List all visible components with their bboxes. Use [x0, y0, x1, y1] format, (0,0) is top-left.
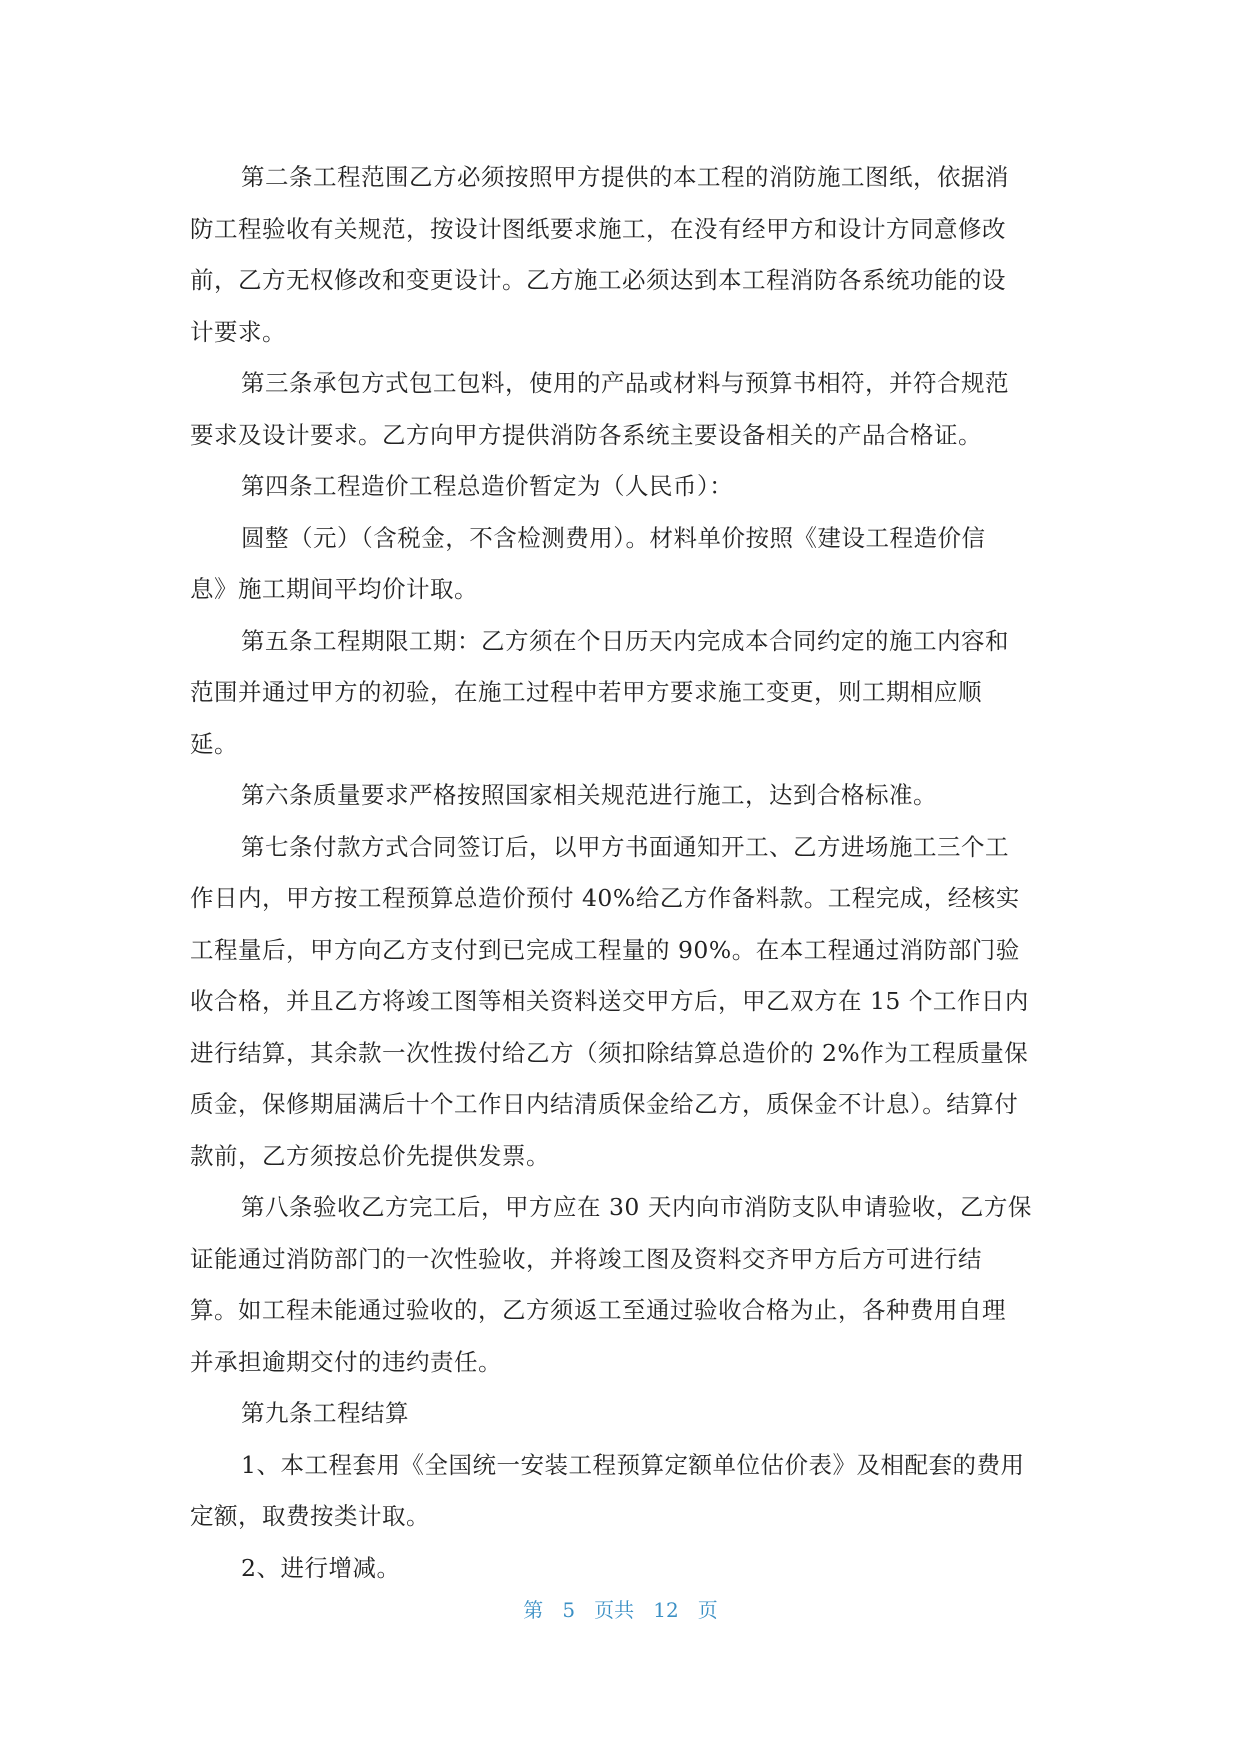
text-line: 防工程验收有关规范，按设计图纸要求施工，在没有经甲方和设计方同意修改	[190, 214, 1006, 243]
text-line: 工程量后，甲方向乙方支付到已完成工程量的 90%。在本工程通过消防部门验	[190, 935, 1020, 964]
text-line: 定额，取费按类计取。	[190, 1502, 430, 1530]
text-line: 第五条工程期限工期：乙方须在个日历天内完成本合同约定的施工内容和	[241, 626, 1009, 655]
footer-middle: 页共	[594, 1598, 635, 1622]
text-line: 2、进行增减。	[241, 1553, 401, 1582]
text-line: 计要求。	[190, 317, 286, 346]
text-line: 息》施工期间平均价计取。	[190, 575, 478, 603]
text-line: 圆整（元）（含税金，不含检测费用）。材料单价按照《建设工程造价信	[241, 523, 986, 552]
footer-current-page: 5	[562, 1598, 576, 1622]
text-line: 前，乙方无权修改和变更设计。乙方施工必须达到本工程消防各系统功能的设	[190, 266, 1006, 294]
document-body	[190, 152, 1050, 1594]
text-line: 第九条工程结算	[241, 1399, 409, 1427]
footer-suffix: 页	[697, 1598, 718, 1622]
text-line: 第四条工程造价工程总造价暂定为（人民币）：	[241, 472, 734, 500]
footer-total-pages: 12	[653, 1598, 679, 1622]
text-line: 第六条质量要求严格按照国家相关规范进行施工，达到合格标准。	[241, 781, 937, 809]
text-line: 1、本工程套用《全国统一安装工程预算定额单位估价表》及相配套的费用	[241, 1450, 1025, 1479]
text-line: 并承担逾期交付的违约责任。	[190, 1347, 502, 1376]
text-line: 算。如工程未能通过验收的，乙方须返工至通过验收合格为止，各种费用自理	[190, 1296, 1006, 1324]
text-line: 延。	[190, 729, 238, 758]
text-line: 第八条验收乙方完工后，甲方应在 30 天内向市消防支队申请验收，乙方保	[241, 1193, 1032, 1221]
text-line: 进行结算，其余款一次性拨付给乙方（须扣除结算总造价的 2%作为工程质量保	[190, 1038, 1029, 1067]
text-line: 质金，保修期届满后十个工作日内结清质保金给乙方，质保金不计息）。结算付	[190, 1090, 1019, 1118]
page-footer	[0, 1594, 1241, 1623]
text-line: 第三条承包方式包工包料，使用的产品或材料与预算书相符，并符合规范	[241, 369, 1009, 397]
footer-prefix: 第	[523, 1598, 544, 1622]
text-line: 款前，乙方须按总价先提供发票。	[190, 1141, 550, 1170]
text-line: 第二条工程范围乙方必须按照甲方提供的本工程的消防施工图纸，依据消	[241, 163, 1009, 191]
text-line: 作日内，甲方按工程预算总造价预付 40%给乙方作备料款。工程完成，经核实	[190, 884, 1020, 912]
text-line: 第七条付款方式合同签订后，以甲方书面通知开工、乙方进场施工三个工	[241, 832, 1009, 861]
text-line: 范围并通过甲方的初验，在施工过程中若甲方要求施工变更，则工期相应顺	[190, 678, 982, 706]
text-line: 要求及设计要求。乙方向甲方提供消防各系统主要设备相关的产品合格证。	[190, 420, 982, 449]
text-line: 证能通过消防部门的一次性验收，并将竣工图及资料交齐甲方后方可进行结	[190, 1244, 982, 1273]
text-line: 收合格，并且乙方将竣工图等相关资料送交甲方后，甲乙双方在 15 个工作日内	[190, 987, 1029, 1015]
